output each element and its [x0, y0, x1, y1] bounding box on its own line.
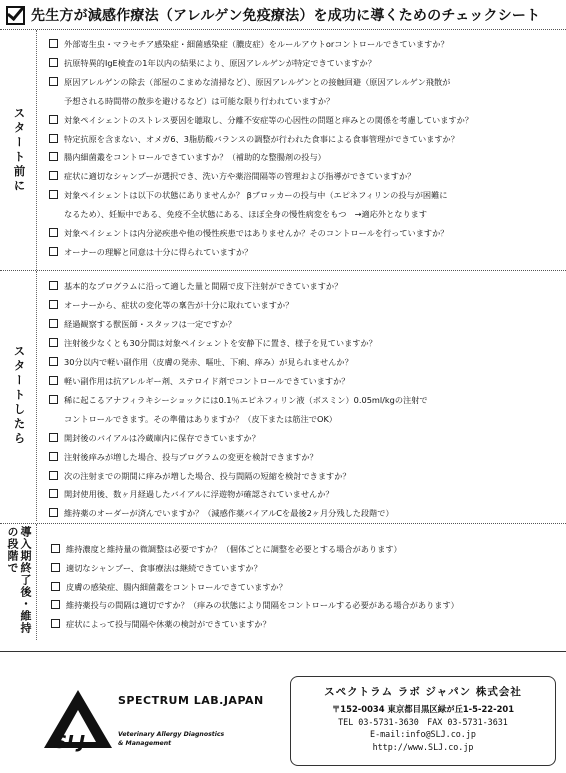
- checkbox[interactable]: [49, 228, 58, 237]
- footer-divider: [0, 651, 566, 652]
- checklist-text: オーナーの理解と同意は十分に得られていますか？: [64, 246, 253, 257]
- checklist-text: 対象ペイシェントは内分泌疾患や他の慢性疾患ではありませんか？そのコントロールを行っていますか？: [64, 228, 449, 238]
- section-divider: [0, 523, 566, 524]
- company-url[interactable]: http://www.SLJ.co.jp: [372, 741, 474, 752]
- checklist-text: なるため）、妊娠中である、免疫不全状態にある、ほぼ全身の慢性病変をもつ →適応外となります: [64, 209, 428, 220]
- checklist-text: 注射後痒みが増した場合、投与プログラムの変更を検討できますか？: [64, 451, 318, 462]
- checkbox[interactable]: [49, 300, 58, 309]
- checklist-text: 抗原特異的IgE検査の1年以内の結果により、原因アレルゲンが特定できていますか？: [64, 57, 376, 68]
- checkbox[interactable]: [49, 77, 58, 86]
- checklist-item: [49, 467, 351, 485]
- checklist-item-continuation: [49, 410, 337, 428]
- checkbox[interactable]: [49, 471, 58, 480]
- checkbox[interactable]: [49, 357, 58, 366]
- checkbox[interactable]: [49, 452, 58, 461]
- checkbox[interactable]: [51, 619, 60, 628]
- checklist-item: [49, 391, 428, 409]
- checkbox[interactable]: [49, 190, 58, 199]
- checklist-text: コントロールできます。その準備はありますか？（皮下または筋注でOK）: [64, 413, 337, 424]
- checklist-text: 対象ペイシェントは以下の状態にありませんか？ βブロッカーの投与中（エピネフィリンの投与が困難に: [64, 190, 448, 201]
- section-separator: [36, 524, 37, 640]
- checklist-item: [49, 353, 353, 371]
- checklist-item: [49, 334, 377, 352]
- checklist-item: [49, 448, 318, 466]
- section-divider: [0, 270, 566, 271]
- checklist-text: 基本的なプログラムに沿って適した量と間隔で皮下注射ができていますか？: [64, 281, 343, 291]
- checkbox[interactable]: [49, 508, 58, 517]
- checkbox[interactable]: [49, 281, 58, 290]
- checklist-item-continuation: [49, 92, 334, 110]
- section-separator: [36, 271, 37, 521]
- checklist-item: [49, 54, 376, 72]
- brand-name: SPECTRUM LAB.JAPAN: [118, 694, 264, 707]
- checklist-item: [49, 186, 447, 204]
- section-label-after-start: スタートしたら: [12, 345, 27, 447]
- checklist-item: [49, 73, 450, 91]
- checklist-text: 注射後少なくとも30分間は対象ペイシェントを安静下に置き、様子を見ていますか？: [64, 337, 377, 348]
- checkbox[interactable]: [49, 489, 58, 498]
- checkbox[interactable]: [51, 544, 60, 553]
- section-label-before-start: スタート前に: [12, 106, 27, 194]
- checkbox[interactable]: [49, 319, 58, 328]
- checklist-item-continuation: [49, 205, 427, 223]
- checklist-item: [49, 315, 236, 333]
- section-separator: [36, 30, 37, 270]
- checklist-text: 対象ペイシェントのストレス要因を聴取し、分離不安症等の心因性の問題と痒みとの関係を考慮していますか？: [64, 114, 473, 125]
- checklist-text: 予想される時間帯の散歩を避けるなど）は可能な限り行われていますか？: [64, 95, 335, 106]
- checklist-text: 稀に起こるアナフィラキシーショックには0.1％エピネフィリン液（ボスミン）0.05ml/kgの注射で: [64, 394, 428, 405]
- checkbox[interactable]: [49, 395, 58, 404]
- checkbox[interactable]: [49, 39, 58, 48]
- brand-tagline: Veterinary Allergy Diagnostics: [118, 731, 225, 738]
- checklist-item: [49, 35, 449, 53]
- checklist-item: [51, 596, 459, 614]
- checklist-item: [49, 111, 473, 129]
- checklist-item: [49, 167, 415, 185]
- checklist-text: 維持濃度と維持量の微調整は必要ですか？（個体ごとに調整を必要とする場合があります）: [66, 544, 402, 554]
- checkbox[interactable]: [49, 152, 58, 161]
- checklist-item: [51, 578, 287, 596]
- section-divider: [0, 29, 566, 30]
- section-label-maintenance: 導入期終了後・維持の段階で: [6, 526, 32, 634]
- checkmark-icon: [6, 6, 25, 25]
- checklist-text: 開封使用後、数ヶ月経過したバイアルに浮遊物が確認されていませんか？: [64, 489, 334, 500]
- checklist-text: 皮膚の感染症、腸内細菌叢をコントロールできていますか？: [66, 581, 287, 592]
- checkbox[interactable]: [49, 376, 58, 385]
- title-text: 先生方が減感作療法（アレルゲン免疫療法）を成功に導くためのチェックシート: [31, 8, 541, 24]
- checklist-text: 軽い副作用は抗アレルギー剤、ステロイド剤でコントロールできていますか？: [64, 375, 350, 386]
- checklist-text: 症状によって投与間隔や休薬の検討ができていますか？: [66, 619, 271, 630]
- checkbox[interactable]: [51, 563, 60, 572]
- checklist-item: [49, 277, 342, 295]
- checklist-text: 原因アレルゲンの除去（部屋のこまめな清掃など）、原因アレルゲンとの接触回避（原因アレルゲン飛散が: [64, 76, 451, 87]
- checklist-text: 維持薬投与の間隔は適切ですか？（痒みの状態により間隔をコントロールする必要がある場合があります）: [66, 600, 459, 611]
- checklist-text: 外部寄生虫・マラセチア感染症・細菌感染症（膿皮症）をルールアウトorコントロールできていますか？: [64, 39, 449, 49]
- checklist-item: [49, 148, 326, 166]
- checkbox[interactable]: [49, 338, 58, 347]
- checklist-item: [49, 224, 449, 242]
- company-phone: TEL 03-5731-3630 FAX 03-5731-3631: [338, 716, 508, 727]
- checklist-item: [49, 504, 394, 522]
- checklist-item: [51, 559, 262, 577]
- checklist-text: 適切なシャンプー、食事療法は継続できていますか？: [66, 562, 262, 573]
- brand-tagline: & Management: [118, 740, 172, 747]
- checkbox[interactable]: [51, 600, 60, 609]
- checklist-text: 維持薬のオーダーが済んでいますか？（減感作薬バイアルCを最後2ヶ月分残した段階で）: [64, 508, 394, 519]
- company-info-box: [290, 676, 556, 766]
- checklist-item: [49, 296, 293, 314]
- checklist-item: [49, 485, 334, 503]
- checklist-item: [49, 130, 459, 148]
- checklist-text: 腸内細菌叢をコントロールできていますか？（補助的な整腸剤の投与）: [64, 152, 326, 163]
- checklist-item: [49, 243, 252, 261]
- checkbox[interactable]: [49, 433, 58, 442]
- checkbox[interactable]: [51, 582, 60, 591]
- logo-text: SLJ: [54, 732, 86, 753]
- checklist-text: 次の注射までの期間に痒みが増した場合、投与間隔の短縮を検討できますか？: [64, 470, 351, 481]
- checkbox[interactable]: [49, 247, 58, 256]
- checkbox[interactable]: [49, 58, 58, 67]
- checkbox[interactable]: [49, 171, 58, 180]
- checklist-item: [51, 540, 402, 558]
- company-name: スペクトラム ラボ ジャパン 株式会社: [324, 686, 522, 698]
- company-email[interactable]: E-mail:info@SLJ.co.jp: [370, 729, 476, 739]
- checklist-item: [49, 372, 349, 390]
- checklist-item: [51, 615, 271, 633]
- checklist-text: 経過観察する獣医師・スタッフは一定ですか？: [64, 318, 236, 329]
- checkbox[interactable]: [49, 134, 58, 143]
- checklist-text: 開封後のバイアルは冷蔵庫内に保存できていますか？: [64, 432, 260, 443]
- checklist-text: オーナーから、症状の変化等の稟告が十分に取れていますか？: [64, 299, 294, 310]
- checklist-text: 30分以内で軽い副作用（皮膚の発赤、嘔吐、下痢、痒み）が見られませんか？: [64, 356, 353, 367]
- checklist-item: [49, 429, 260, 447]
- checklist-text: 症状に適切なシャンプーが選択でき、洗い方や薬浴間隔等の管理および指導ができていますか？: [64, 171, 416, 182]
- checklist-text: 特定抗原を含まない、オメガ6、3脂肪酸バランスの調整が行われた食事による食事管理ができていますか？: [64, 133, 459, 144]
- page-title: [6, 4, 562, 26]
- company-address: 〒152-0034 東京都目黒区緑が丘1-5-22-201: [331, 704, 515, 714]
- checkbox[interactable]: [49, 115, 58, 124]
